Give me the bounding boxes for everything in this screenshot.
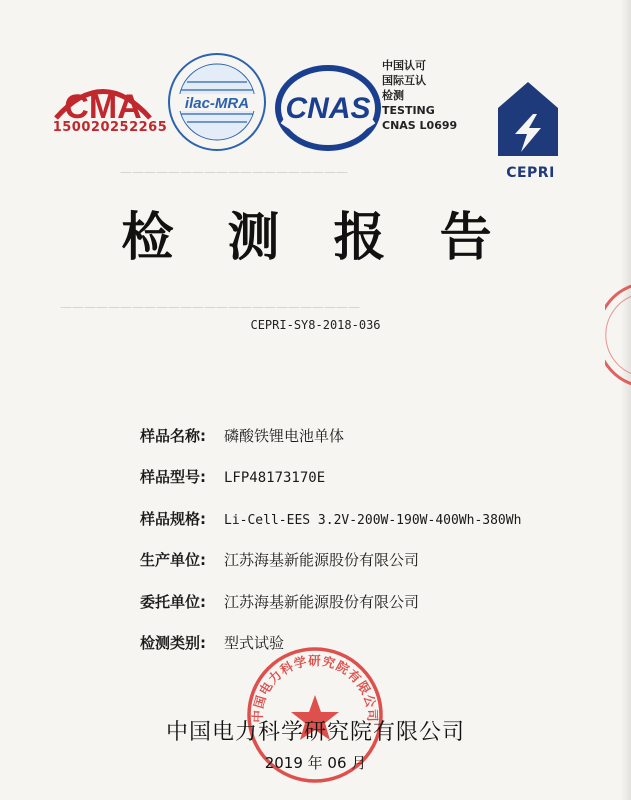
cnas-logo-text: CNAS [285, 92, 371, 125]
partial-seal [605, 280, 631, 390]
report-number: CEPRI-SY8-2018-036 [250, 318, 381, 332]
cnas-logo [273, 58, 393, 158]
accreditation-logos [40, 50, 600, 180]
field-sample-model [140, 466, 325, 487]
field-value: LFP48173170E [224, 470, 326, 486]
field-label: 生产单位: [140, 551, 206, 569]
issuing-organization: 中国电力科学研究院有限公司 [165, 720, 465, 745]
ilac-mra-logo [165, 50, 270, 155]
field-label: 样品规格: [140, 510, 206, 528]
field-value: 江苏海基新能源股份有限公司 [224, 593, 420, 611]
cma-logo-text: CMA [64, 88, 142, 126]
field-sample-name [140, 425, 344, 446]
ilac-logo-text: ilac-MRA [184, 95, 250, 112]
seal-text: 中国电力科学研究院有限公司 [249, 653, 381, 723]
cepri-logo [493, 80, 563, 170]
field-label: 检测类别: [140, 634, 206, 652]
issue-date: 2019 年 06 月 [264, 754, 367, 772]
field-client [140, 591, 419, 612]
document-title: 检 测 报 告 [121, 208, 510, 268]
field-label: 样品型号: [140, 468, 206, 486]
field-value: 型式试验 [224, 634, 285, 652]
field-value: Li-Cell-EES 3.2V-200W-190W-400Wh-380Wh [224, 513, 522, 528]
field-label: 委托单位: [140, 593, 206, 611]
cnas-line: CNAS L0699 [382, 119, 458, 132]
cma-number: 150020252265 [52, 120, 168, 135]
field-label: 样品名称: [140, 427, 206, 445]
field-sample-spec [140, 508, 521, 529]
bleed-through-text: ————————————————————————— [60, 300, 360, 314]
field-value: 磷酸铁锂电池单体 [224, 427, 345, 445]
page-edge [621, 0, 631, 800]
field-manufacturer [140, 549, 419, 570]
cnas-line: 中国认可 [382, 59, 426, 72]
cnas-line: 检测 [382, 89, 404, 102]
cnas-line: TESTING [382, 104, 435, 117]
cnas-accreditation-text [382, 58, 457, 133]
cnas-line: 国际互认 [382, 74, 426, 87]
cepri-logo-text: CEPRI [506, 165, 555, 181]
bleed-through-text: ——————————————————— [120, 165, 348, 179]
field-value: 江苏海基新能源股份有限公司 [224, 551, 420, 569]
